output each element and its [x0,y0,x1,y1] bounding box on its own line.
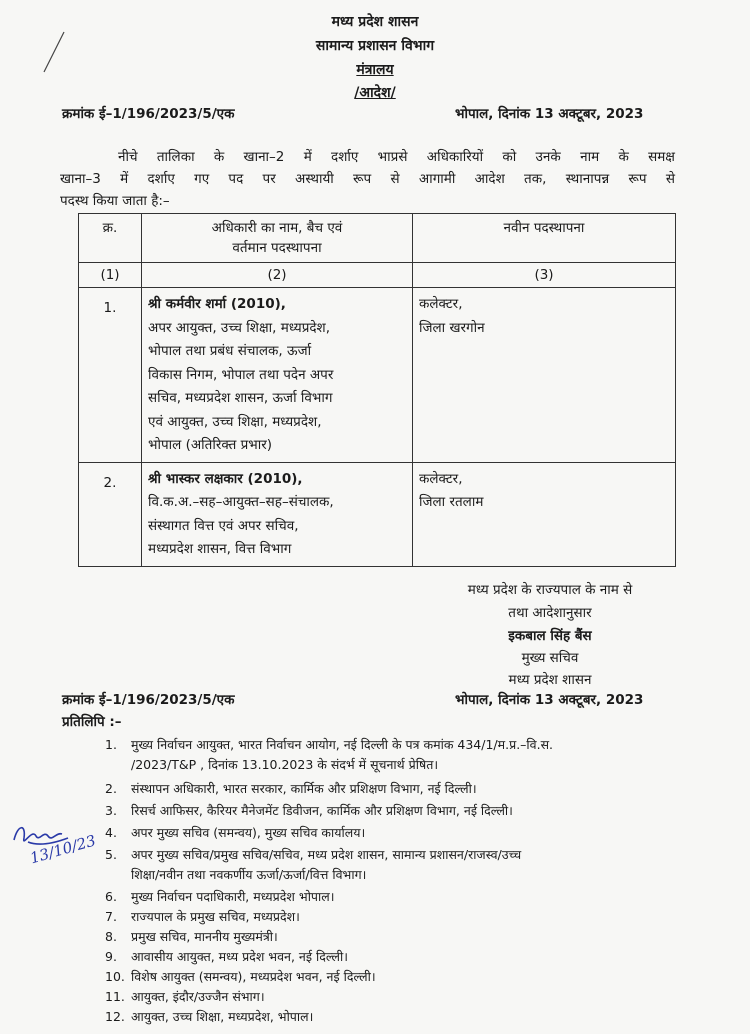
header-officer [142,214,413,263]
table-header-row [79,214,676,263]
officer-detail: मध्यप्रदेश शासन, वित्त विभाग [148,541,292,557]
header-ministry: मंत्रालय [356,62,394,78]
list-item [105,736,553,753]
list-item-number: 7. [105,909,117,924]
list-item-continued: /2023/T&P , दिनांक 13.10.2023 के संदर्भ में सूचनार्थ प्रेषित। [131,757,439,772]
intro-line: पदस्थ किया जाता है:– [60,193,170,209]
officer-detail: भोपाल (अतिरिक्त प्रभार) [148,437,273,453]
list-item-text: विशेष आयुक्त (समन्वय), मध्यप्रदेश भवन, नई दिल्ली। [131,969,376,984]
colnum: (3) [413,263,676,288]
officer-detail: सचिव, मध्यप्रदेश शासन, ऊर्जा विभाग [148,390,333,406]
list-item [105,824,365,841]
header-officer-line: वर्तमान पदस्थापना [232,240,322,256]
row-sn: 2. [79,462,142,566]
pen-mark-icon [38,28,68,76]
signature-line: तथा आदेशानुसार [508,605,592,621]
colnum: (2) [142,263,413,288]
list-item-text: आवासीय आयुक्त, मध्य प्रदेश भवन, नई दिल्ली। [131,949,348,964]
row-officer [142,462,413,566]
row-sn: 1. [79,288,142,463]
list-item [105,948,348,965]
header-officer-line: अधिकारी का नाम, बैच एवं [211,220,343,236]
row-officer [142,288,413,463]
list-item-text: अपर मुख्य सचिव (समन्वय), मुख्य सचिव कार्यालय। [131,825,366,840]
officer-detail: अपर आयुक्त, उच्च शिक्षा, मध्यप्रदेश, [148,319,331,336]
officer-name: श्री कर्मवीर शर्मा (2010), [148,296,286,312]
row-posting [413,288,676,463]
header-govt: मध्य प्रदेश शासन [331,14,419,30]
posting-line: कलेक्टर, [419,296,463,312]
intro-paragraph [60,146,675,212]
header-new-posting: नवीन पदस्थापना [413,214,676,263]
row-posting [413,462,676,566]
order-number: क्रमांक ई–1/196/2023/5/एक [62,106,235,122]
list-item-number: 3. [105,803,117,818]
intro-line: खाना–3 में दर्शाए गए पद पर अस्थायी रूप से आगामी आदेश तक, स्थानापन्न रूप से [60,171,675,187]
table-row [79,462,676,566]
posting-line: जिला खरगोन [419,319,485,336]
posting-table [78,213,676,567]
list-item [105,780,477,797]
list-item-text: आयुक्त, उच्च शिक्षा, मध्यप्रदेश, भोपाल। [131,1009,314,1024]
list-item-number: 8. [105,929,117,944]
posting-line: कलेक्टर, [419,470,463,487]
officer-detail: संस्थागत वित्त एवं अपर सचिव, [148,517,299,534]
officer-detail: विकास निगम, भोपाल तथा पदेन अपर [148,366,334,383]
list-item-number: 12. [105,1009,125,1024]
list-item-text: राज्यपाल के प्रमुख सचिव, मध्यप्रदेश। [131,909,300,924]
list-item-number: 5. [105,847,117,862]
list-item [105,928,278,945]
list-item-number: 2. [105,781,117,796]
list-item [105,802,513,819]
colnum: (1) [79,263,142,288]
officer-detail: एवं आयुक्त, उच्च शिक्षा, मध्यप्रदेश, [148,413,322,430]
header-department: सामान्य प्रशासन विभाग [315,38,435,54]
list-item-number: 6. [105,889,117,904]
signatory-name: इकबाल सिंह बैंस [508,628,592,644]
header-order: /आदेश/ [354,85,396,101]
signatory-designation: मुख्य सचिव [521,650,579,666]
list-item-number: 4. [105,825,117,840]
intro-line: नीचे तालिका के खाना–2 में दर्शाए भाप्रसे अधिकारियों को उनके नाम के समक्ष [118,149,675,165]
posting-line: जिला रतलाम [419,494,484,510]
order-date-copy: भोपाल, दिनांक 13 अक्टूबर, 2023 [455,692,644,708]
list-item-text: मुख्य निर्वाचन आयुक्त, भारत निर्वाचन आयोग, नई दिल्ली के पत्र कमांक 434/1/म.प्र.–वि.स. [131,737,553,752]
officer-name: श्री भास्कर लक्षकार (2010), [148,470,303,487]
list-item-continued: शिक्षा/नवीन तथा नवकर्णीय ऊर्जा/ऊर्जा/वित्त विभाग। [131,867,367,882]
header-sn: क्र. [79,214,142,263]
list-item [105,888,334,905]
list-item [105,968,376,985]
table-colnum-row [79,263,676,288]
list-item [105,908,300,925]
list-item-text: आयुक्त, इंदौर/उज्जैन संभाग। [131,989,265,1004]
list-item-text: संस्थापन अधिकारी, भारत सरकार, कार्मिक और प्रशिक्षण विभाग, नई दिल्ली। [131,781,477,796]
officer-detail: भोपाल तथा प्रबंध संचालक, ऊर्जा [148,343,312,359]
table-row [79,288,676,463]
handwritten-date: 13/10/23 [28,831,98,868]
list-item [105,846,521,863]
list-item-number: 1. [105,737,117,752]
signature-line: मध्य प्रदेश के राज्यपाल के नाम से [467,582,633,598]
list-item [105,1008,313,1025]
officer-detail: वि.क.अ.–सह–आयुक्त–सह–संचालक, [148,494,334,510]
list-item-text: प्रमुख सचिव, माननीय मुख्यमंत्री। [131,929,278,944]
list-item-number: 10. [105,969,125,984]
order-number-copy: क्रमांक ई–1/196/2023/5/एक [62,692,235,708]
list-item-text: रिसर्च आफिसर, कैरियर मैनेजमेंट डिवीजन, कार्मिक और प्रशिक्षण विभाग, नई दिल्ली। [131,803,513,818]
list-item-number: 11. [105,989,125,1004]
list-item-number: 9. [105,949,117,964]
list-item [105,988,265,1005]
list-item-text: अपर मुख्य सचिव/प्रमुख सचिव/सचिव, मध्य प्रदेश शासन, सामान्य प्रशासन/राजस्व/उच्च [131,847,522,862]
copy-label: प्रतिलिपि :– [62,714,122,730]
list-item-text: मुख्य निर्वाचन पदाधिकारी, मध्यप्रदेश भोपाल। [131,889,335,904]
order-date: भोपाल, दिनांक 13 अक्टूबर, 2023 [455,106,644,122]
signatory-office: मध्य प्रदेश शासन [508,672,592,688]
